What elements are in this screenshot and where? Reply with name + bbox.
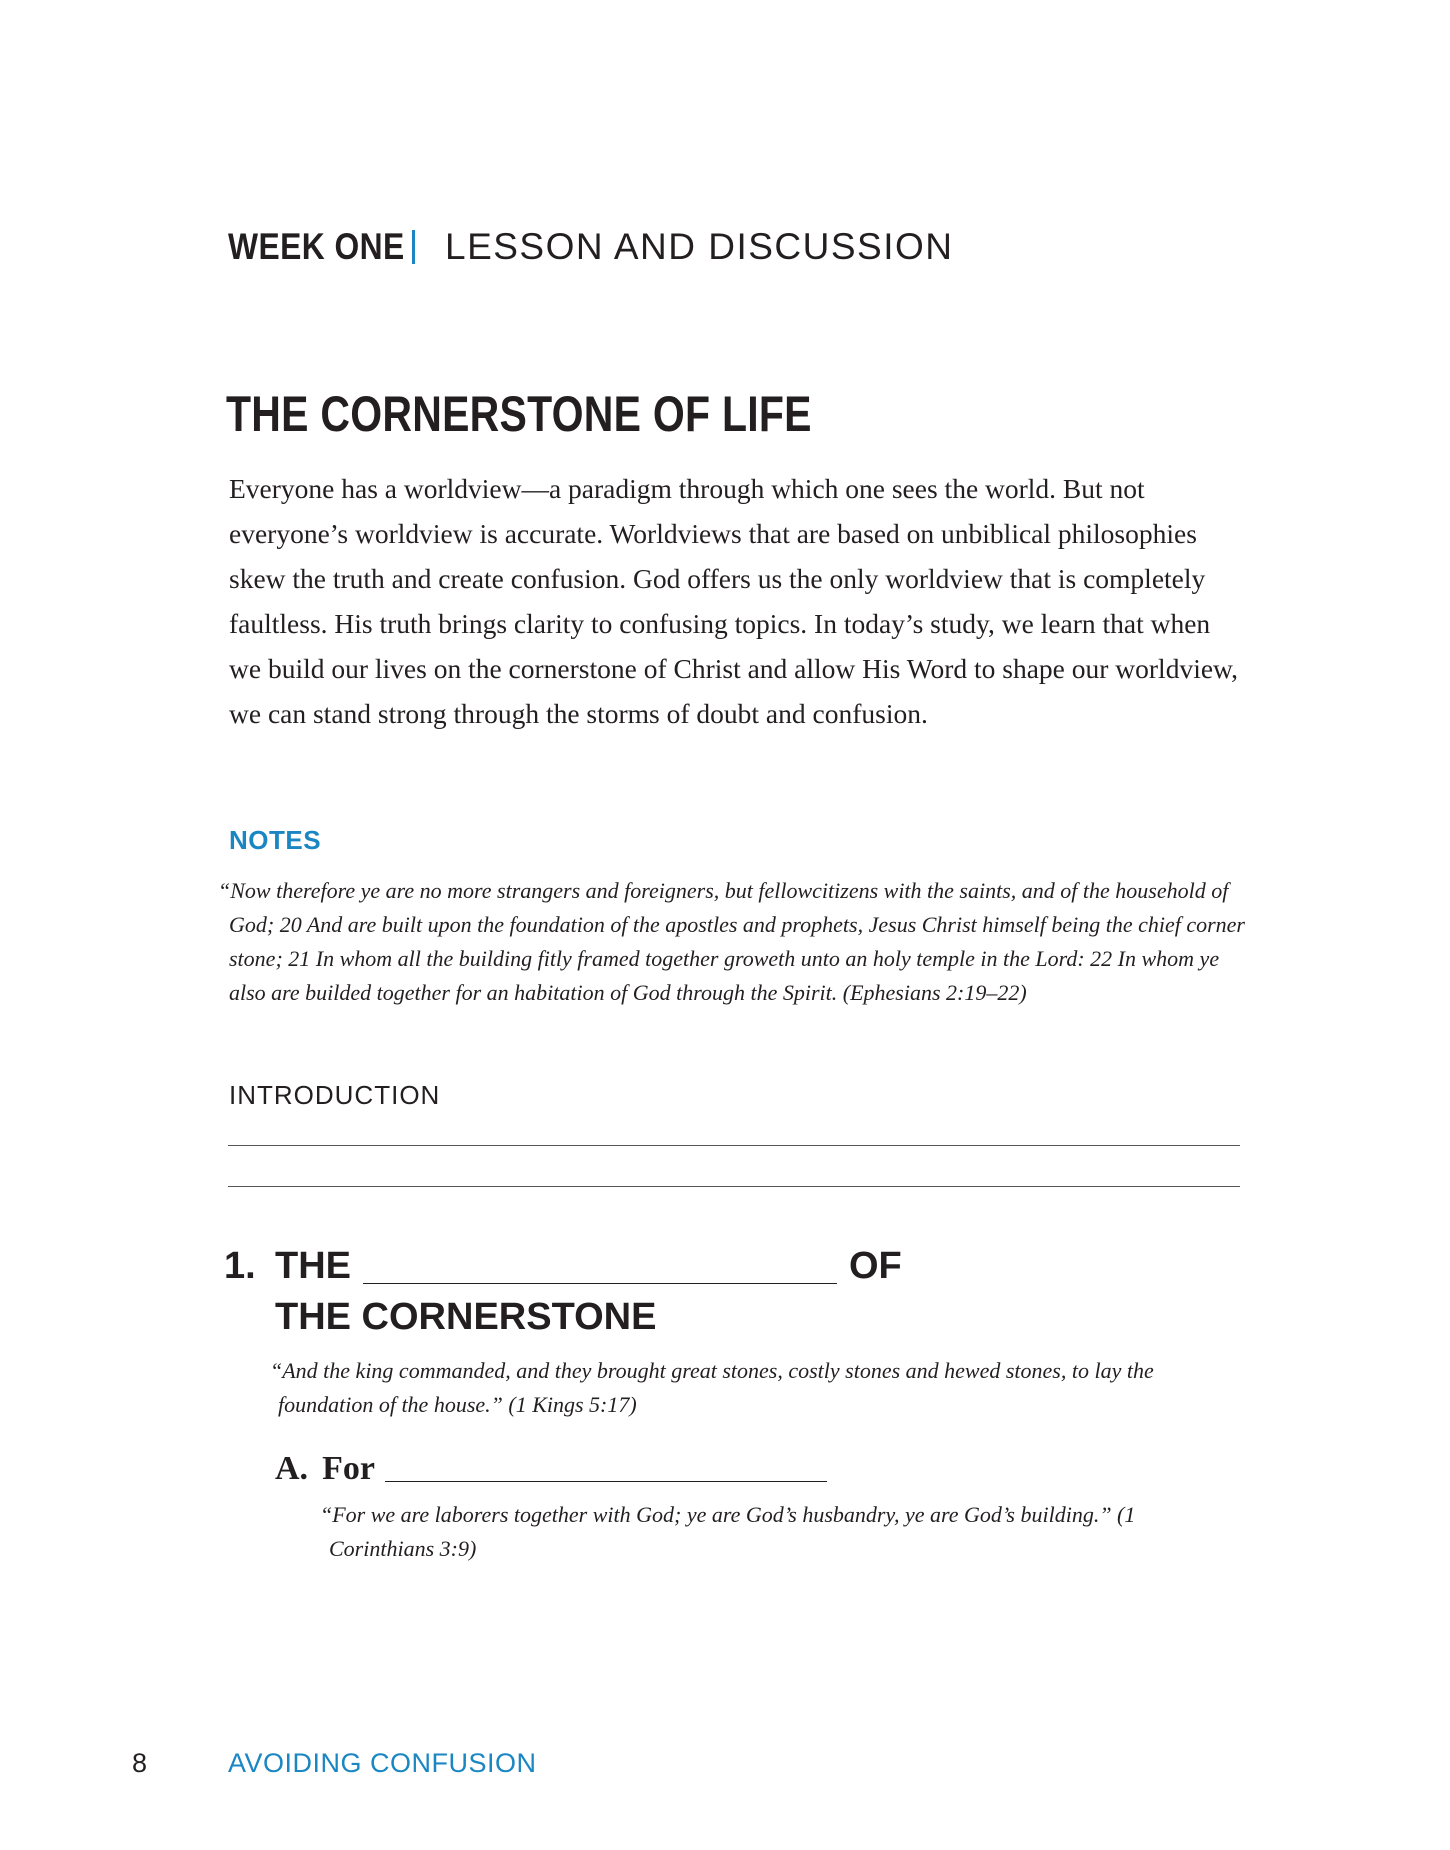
page-number: 8 xyxy=(132,1748,148,1778)
point-heading-line-2: THE CORNERSTONE xyxy=(275,1296,657,1338)
subpoint-quote-text: “For we are laborers together with God; ye are God’s husbandry, ye are God’s building.” (1 Corinthians 3:9) xyxy=(320,1502,1136,1561)
fill-in-line[interactable] xyxy=(228,1145,1240,1146)
fill-in-line[interactable] xyxy=(228,1186,1240,1187)
fill-in-blank[interactable] xyxy=(385,1451,827,1482)
notes-scripture-quote xyxy=(218,874,1249,1010)
subpoint-prefix: For xyxy=(322,1450,375,1487)
subpoint-scripture-quote xyxy=(320,1498,1229,1566)
footer-book-title: AVOIDING CONFUSION xyxy=(228,1748,537,1778)
notes-quote-text: “Now therefore ye are no more strangers and foreigners, but fellowcitizens with the saints, and of the household of God; 20 And are built upon the foundation of the apostles and prophets, Jesus Christ himself being the chief corner stone; 21 In whom all the building fitly framed together groweth unto an holy temple in the Lord: 22 In whom ye also are builded together for an habitation of God through the Spirit. (Ephesians 2:19–22) xyxy=(218,878,1245,1005)
header-week: WEEK ONE xyxy=(228,226,405,267)
fill-in-blank[interactable] xyxy=(363,1245,837,1284)
subpoint-letter: A. xyxy=(275,1450,309,1487)
point-number: 1. xyxy=(224,1245,256,1287)
point-scripture-quote xyxy=(270,1354,1238,1422)
introduction-label: INTRODUCTION xyxy=(229,1080,441,1110)
point-heading-line-1 xyxy=(275,1245,902,1288)
lesson-title: THE CORNERSTONE OF LIFE xyxy=(226,386,812,442)
point-quote-text: “And the king commanded, and they brought great stones, costly stones and hewed stones, to lay the foundation of the house.” (1 Kings 5:17) xyxy=(270,1358,1154,1417)
running-header xyxy=(228,222,954,272)
header-separator xyxy=(412,230,415,264)
point-prefix: THE xyxy=(275,1245,351,1287)
header-section: LESSON AND DISCUSSION xyxy=(445,226,954,267)
subpoint-a xyxy=(275,1450,827,1488)
notes-label: NOTES xyxy=(229,825,322,855)
point-suffix: OF xyxy=(849,1245,902,1287)
intro-paragraph: Everyone has a worldview—a paradigm through which one sees the world. But not everyone’s worldview is accurate. Worldviews that are based on unbiblical philosophies skew the truth and create confusion. God offers us the only worldview that is completely faultless. His truth brings clarity to confusing topics. In today’s study, we learn that when we build our lives on the cornerstone of Christ and allow His Word to shape our worldview, we can stand strong through the storms of doubt and confusion. xyxy=(229,473,1238,729)
